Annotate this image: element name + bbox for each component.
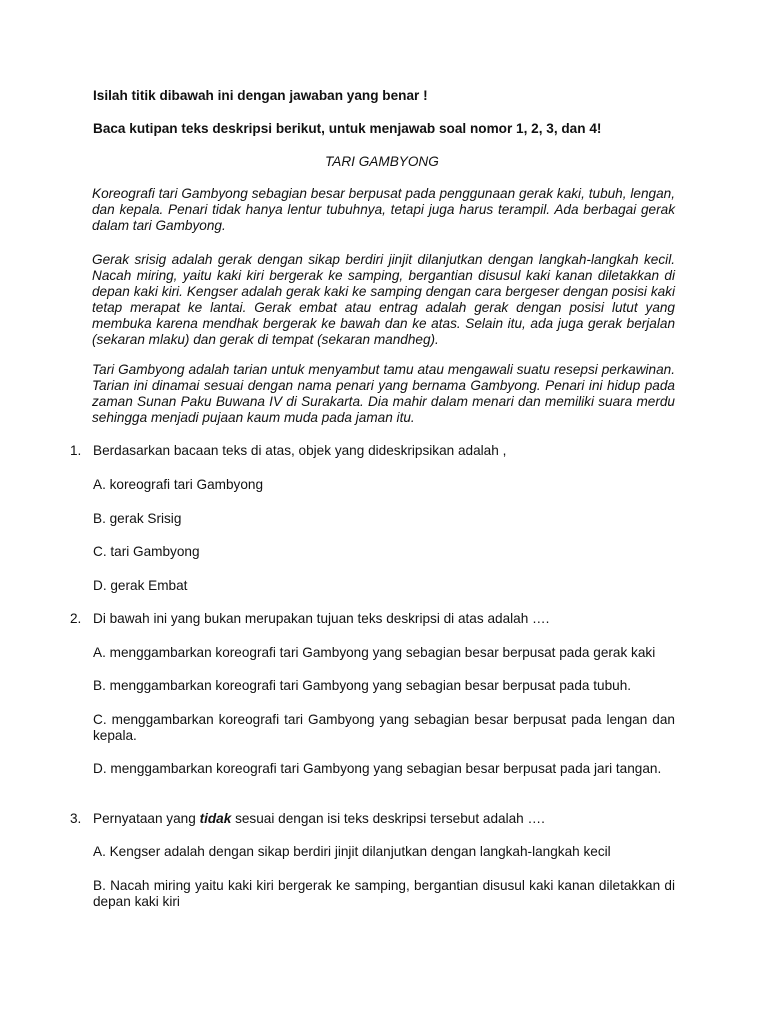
instruction-line-2: Baca kutipan teks deskripsi berikut, untuk menjawab soal nomor 1, 2, 3, dan 4!: [93, 121, 602, 136]
question-3-text: [93, 811, 545, 827]
question-2-option-d: D. menggambarkan koreografi tari Gambyong yang sebagian besar berpusat pada jari tangan.: [93, 761, 662, 776]
question-3-option-b: B. Nacah miring yaitu kaki kiri bergerak ke samping, bergantian disusul kaki kanan diletakkan di depan kaki kiri: [93, 878, 675, 909]
passage-title: TARI GAMBYONG: [325, 154, 439, 169]
question-2-text: Di bawah ini yang bukan merupakan tujuan teks deskripsi di atas adalah ….: [93, 611, 550, 626]
question-1-option-d: D. gerak Embat: [93, 578, 188, 593]
question-3-option-a: A. Kengser adalah dengan sikap berdiri jinjit dilanjutkan dengan langkah-langkah kecil: [93, 844, 611, 859]
question-3-text-emphasis: tidak: [199, 811, 232, 826]
question-2-option-c: C. menggambarkan koreografi tari Gambyong yang sebagian besar berpusat pada lengan dan kepala.: [93, 712, 675, 743]
question-1-option-a: A. koreografi tari Gambyong: [93, 477, 264, 492]
question-3-number: 3.: [70, 811, 82, 826]
instruction-line-1: Isilah titik dibawah ini dengan jawaban yang benar !: [93, 88, 428, 103]
question-1-option-b: B. gerak Srisig: [93, 511, 182, 526]
question-3-text-before: Pernyataan yang: [93, 811, 200, 826]
question-2-option-a: A. menggambarkan koreografi tari Gambyong yang sebagian besar berpusat pada gerak kaki: [93, 645, 656, 660]
question-3-text-after: sesuai dengan isi teks deskripsi tersebut adalah ….: [231, 811, 545, 826]
question-1-number: 1.: [70, 443, 82, 458]
question-2-number: 2.: [70, 611, 82, 626]
question-1-text: Berdasarkan bacaan teks di atas, objek yang dideskripsikan adalah ,: [93, 443, 507, 458]
passage-paragraph-2: Gerak srisig adalah gerak dengan sikap berdiri jinjit dilanjutkan dengan langkah-langkah kecil. Nacah miring, yaitu kaki kiri bergerak ke samping, bergantian disusul kaki kanan diletakkan di depan kaki kiri. Kengser adalah gerak kaki ke samping dengan cara bergeser dengan posisi kaki tetap merapat ke lantai. Gerak embat atau entrag adalah gerak dengan posisi lutut yang membuka karena mendhak bergerak ke bawah dan ke atas. Selain itu, ada juga gerak berjalan (sekaran mlaku) dan gerak di tempat (sekaran mandheg).: [92, 252, 675, 347]
question-1-option-c: C. tari Gambyong: [93, 544, 200, 559]
passage-paragraph-1: Koreografi tari Gambyong sebagian besar berpusat pada penggunaan gerak kaki, tubuh, lengan, dan kepala. Penari tidak hanya lentur tubuhnya, tetapi juga harus terampil. Ada berbagai gerak dalam tari Gambyong.: [92, 186, 675, 233]
passage-paragraph-3: Tari Gambyong adalah tarian untuk menyambut tamu atau mengawali suatu resepsi perkawinan. Tarian ini dinamai sesuai dengan nama penari yang bernama Gambyong. Penari ini hidup pada zaman Sunan Paku Buwana IV di Surakarta. Dia mahir dalam menari dan memiliki suara merdu sehingga menjadi pujaan kaum muda pada jaman itu.: [92, 362, 675, 425]
question-2-option-b: B. menggambarkan koreografi tari Gambyong yang sebagian besar berpusat pada tubuh.: [93, 678, 632, 693]
